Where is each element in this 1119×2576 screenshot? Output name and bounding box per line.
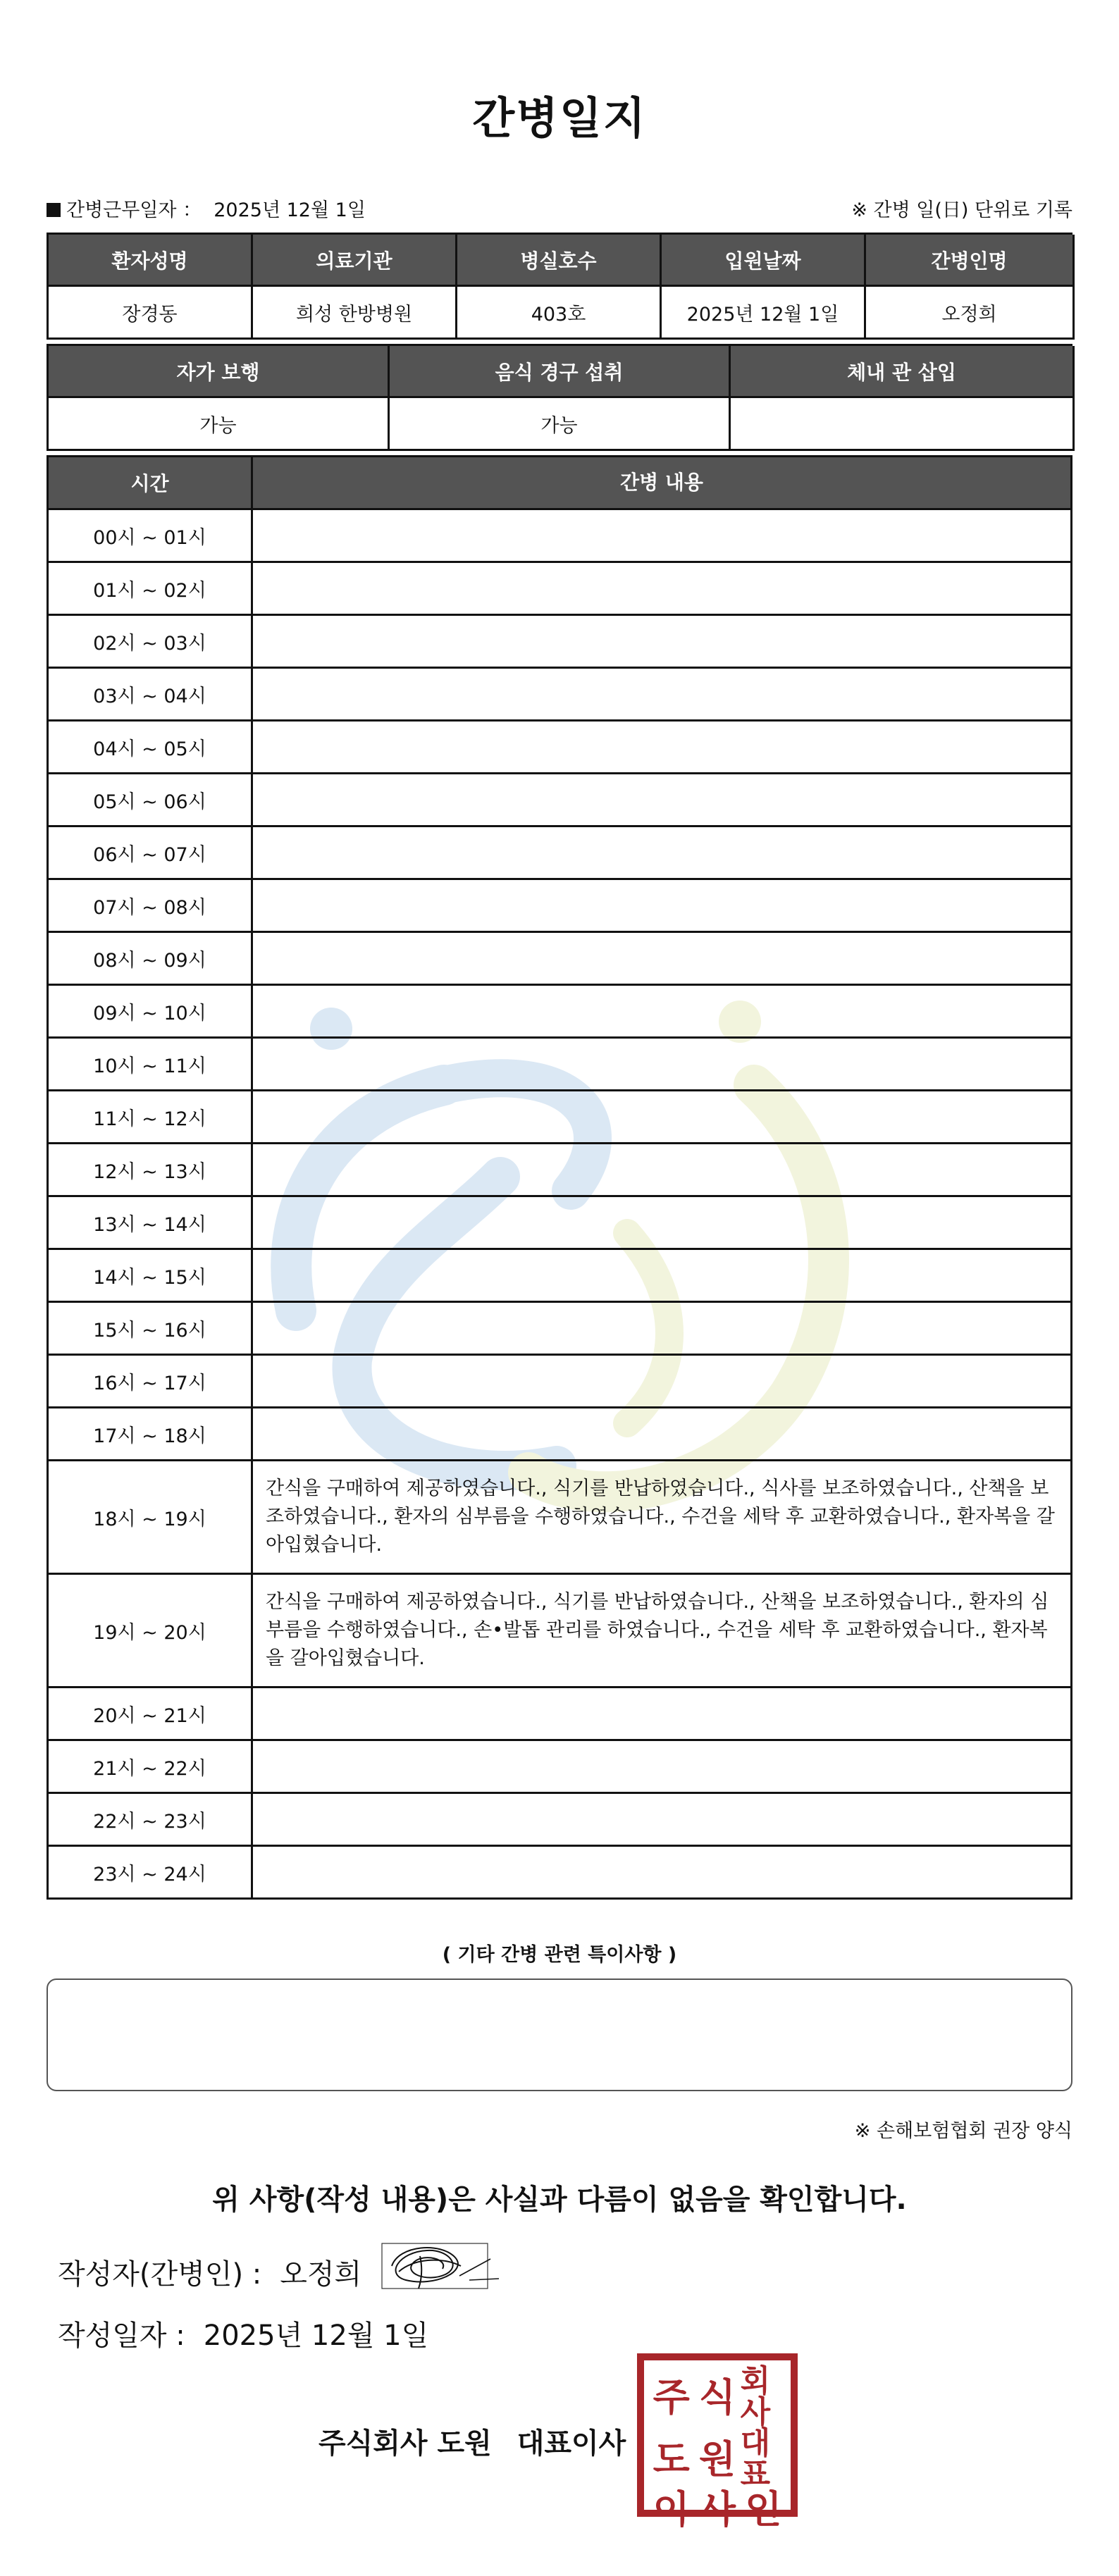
record-note: ※ 간병 일(日) 단위로 기록 (851, 199, 1072, 221)
hospital-name: 희성 한방병원 (253, 287, 457, 340)
content-cell (253, 563, 1072, 616)
seal-char: 도 (653, 2436, 690, 2482)
time-cell: 00시 ~ 01시 (49, 510, 253, 563)
tube-insertion-status (731, 398, 1075, 451)
time-cell: 04시 ~ 05시 (49, 722, 253, 774)
content-cell (253, 1847, 1072, 1900)
written-date-line (58, 2313, 428, 2353)
content-cell (253, 986, 1072, 1039)
table-row (49, 616, 1072, 669)
header-admission-date: 입원날짜 (662, 235, 866, 287)
time-cell: 07시 ~ 08시 (49, 880, 253, 933)
time-cell: 12시 ~ 13시 (49, 1144, 253, 1197)
writer-label: 작성자(간병인) : (58, 2258, 262, 2291)
special-notes-title: ( 기타 간병 관련 특이사항 ) (442, 1944, 677, 1966)
table-row (49, 880, 1072, 933)
content-cell (253, 669, 1072, 722)
time-cell: 19시 ~ 20시 (49, 1575, 253, 1688)
header-hospital: 의료기관 (253, 235, 457, 287)
time-cell: 01시 ~ 02시 (49, 563, 253, 616)
company-name: 주식회사 도원 (319, 2427, 492, 2460)
written-date-label: 작성일자 : (58, 2320, 185, 2352)
square-bullet-icon (47, 203, 61, 217)
signature (378, 2238, 505, 2297)
caregiver-name: 오정희 (866, 287, 1075, 340)
table-row (49, 510, 1072, 563)
content-cell (253, 774, 1072, 827)
table-row (49, 563, 1072, 616)
content-cell (253, 1250, 1072, 1303)
confirmation-statement: 위 사항(작성 내용)은 사실과 다름이 없음을 확인합니다. (212, 2184, 907, 2216)
time-cell: 09시 ~ 10시 (49, 986, 253, 1039)
table-row (49, 1688, 1072, 1741)
header-time: 시간 (49, 457, 253, 510)
seal-char: 회사 (740, 2363, 771, 2430)
content-cell (253, 1356, 1072, 1408)
content-cell (253, 510, 1072, 563)
patient-info-table (47, 233, 1072, 340)
content-cell: 간식을 구매하여 제공하였습니다., 식기를 반납하였습니다., 산책을 보조하였습니다., 환자의 심부름을 수행하였습니다., 손•발톱 관리를 하였습니다., 수건을 세탁 후 교환하였습니다., 환자복을 갈아입혔습니다. (253, 1575, 1072, 1688)
room-number: 403호 (457, 287, 662, 340)
content-cell (253, 1091, 1072, 1144)
representative-title: 대표이사 (517, 2427, 626, 2460)
table-row (49, 1197, 1072, 1250)
content-cell (253, 933, 1072, 986)
table-row (49, 1741, 1072, 1794)
content-cell: 간식을 구매하여 제공하였습니다., 식기를 반납하였습니다., 식사를 보조하였습니다., 산책을 보조하였습니다., 환자의 심부름을 수행하였습니다., 수건을 세탁 후 교환하였습니다., 환자복을 갈아입혔습니다. (253, 1461, 1072, 1575)
content-cell (253, 1741, 1072, 1794)
content-cell (253, 1408, 1072, 1461)
care-log-table (47, 455, 1072, 1900)
work-date-value: 2025년 12월 1일 (214, 199, 366, 221)
table-row (49, 986, 1072, 1039)
oral-intake-status: 가능 (390, 398, 731, 451)
care-log-header-row (49, 457, 1072, 510)
written-date-value: 2025년 12월 1일 (203, 2320, 429, 2352)
time-cell: 20시 ~ 21시 (49, 1688, 253, 1741)
seal-char: 원 (698, 2436, 736, 2482)
time-cell: 23시 ~ 24시 (49, 1847, 253, 1900)
table-row (49, 722, 1072, 774)
content-cell (253, 616, 1072, 669)
table-row (49, 774, 1072, 827)
insurance-note: ※ 손해보험협회 권장 양식 (854, 2120, 1072, 2142)
time-cell: 15시 ~ 16시 (49, 1303, 253, 1356)
special-notes-box (47, 1979, 1072, 2091)
table-row (49, 1039, 1072, 1091)
table-row (49, 1847, 1072, 1900)
admission-date: 2025년 12월 1일 (662, 287, 866, 340)
company-line (319, 2421, 626, 2461)
header-oral-intake: 음식 경구 섭취 (390, 346, 731, 398)
content-cell (253, 1144, 1072, 1197)
time-cell: 14시 ~ 15시 (49, 1250, 253, 1303)
time-cell: 10시 ~ 11시 (49, 1039, 253, 1091)
content-cell (253, 1794, 1072, 1847)
work-date (47, 194, 366, 222)
content-cell (253, 880, 1072, 933)
company-seal-stamp (637, 2353, 798, 2532)
table-row (49, 1794, 1072, 1847)
seal-char: 식 (698, 2374, 736, 2420)
table-row (49, 1303, 1072, 1356)
header-room: 병실호수 (457, 235, 662, 287)
time-cell: 03시 ~ 04시 (49, 669, 253, 722)
time-cell: 18시 ~ 19시 (49, 1461, 253, 1575)
content-cell (253, 1303, 1072, 1356)
seal-char: 대표 (740, 2425, 771, 2492)
table-row (49, 1461, 1072, 1575)
header-walking: 자가 보행 (49, 346, 390, 398)
document-title: 간병일지 (472, 92, 647, 144)
table-row (49, 1144, 1072, 1197)
header-patient-name: 환자성명 (49, 235, 253, 287)
header-content: 간병 내용 (253, 457, 1072, 510)
table-row (49, 933, 1072, 986)
time-cell: 05시 ~ 06시 (49, 774, 253, 827)
seal-char: 주 (653, 2374, 690, 2420)
walking-status: 가능 (49, 398, 390, 451)
time-cell: 17시 ~ 18시 (49, 1408, 253, 1461)
time-cell: 21시 ~ 22시 (49, 1741, 253, 1794)
time-cell: 02시 ~ 03시 (49, 616, 253, 669)
content-cell (253, 827, 1072, 880)
seal-char: 사 (698, 2487, 736, 2532)
time-cell: 13시 ~ 14시 (49, 1197, 253, 1250)
header-tube-insertion: 체내 관 삽입 (731, 346, 1075, 398)
table-row (49, 1091, 1072, 1144)
writer-name: 오정희 (280, 2258, 362, 2291)
time-cell: 08시 ~ 09시 (49, 933, 253, 986)
work-date-label: 간병근무일자 ： (66, 199, 202, 221)
writer-line (58, 2252, 361, 2292)
time-cell: 16시 ~ 17시 (49, 1356, 253, 1408)
table-row (49, 669, 1072, 722)
content-cell (253, 1039, 1072, 1091)
table-row (49, 1250, 1072, 1303)
seal-char: 이 (653, 2487, 690, 2532)
time-cell: 06시 ~ 07시 (49, 827, 253, 880)
header-caregiver: 간병인명 (866, 235, 1075, 287)
content-cell (253, 722, 1072, 774)
content-cell (253, 1197, 1072, 1250)
patient-name: 장경동 (49, 287, 253, 340)
seal-char: 인 (745, 2487, 782, 2532)
patient-status-table (47, 344, 1072, 451)
time-cell: 22시 ~ 23시 (49, 1794, 253, 1847)
time-cell: 11시 ~ 12시 (49, 1091, 253, 1144)
content-cell (253, 1688, 1072, 1741)
table-row (49, 1356, 1072, 1408)
table-row (49, 827, 1072, 880)
table-row (49, 1575, 1072, 1688)
table-row (49, 1408, 1072, 1461)
